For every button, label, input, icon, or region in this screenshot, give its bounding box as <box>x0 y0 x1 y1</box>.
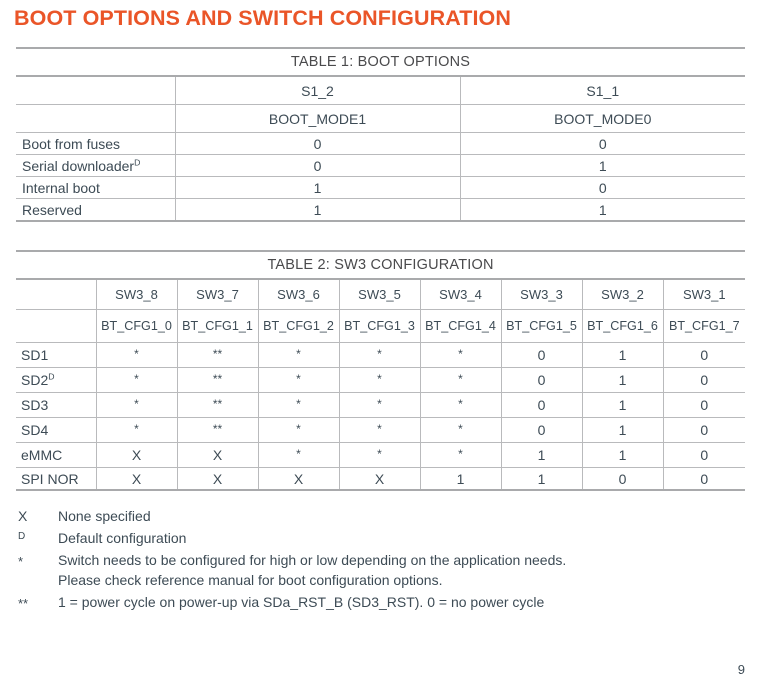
page-title: BOOT OPTIONS AND SWITCH CONFIGURATION <box>14 6 511 30</box>
table2-signal-header: BT_CFG1_7 <box>663 310 745 343</box>
table1-signal-header-row <box>16 105 745 133</box>
table1-caption-row <box>16 48 745 76</box>
table1-row-label-text: Serial downloader <box>22 157 135 174</box>
table1-cell: 0 <box>460 177 745 199</box>
footnote-line-1: None specified <box>58 508 151 524</box>
table2-signal-header-row <box>16 310 745 343</box>
table1-cell: 1 <box>460 155 745 177</box>
table2-cell: * <box>339 343 420 368</box>
footnote-text <box>58 550 566 590</box>
table2-cell: 1 <box>582 393 663 418</box>
table2-cell: * <box>96 368 177 393</box>
table2-row-label-sup: D <box>48 371 55 382</box>
table2-cell: * <box>339 393 420 418</box>
table1-corner-cell <box>16 76 175 105</box>
table1-switch-header: S1_1 <box>460 76 745 105</box>
table2-cell: 1 <box>582 343 663 368</box>
sw3-configuration-table <box>16 250 745 491</box>
table2-cell: * <box>96 343 177 368</box>
table-row <box>16 443 745 468</box>
table1-row-label-text: Reserved <box>22 201 82 218</box>
footnote-line-2: Please check reference manual for boot configuration options. <box>58 572 443 588</box>
table2-cell: * <box>420 368 501 393</box>
table2-switch-header: SW3_7 <box>177 279 258 310</box>
footnotes-legend <box>18 506 748 618</box>
table2-cell: 0 <box>501 418 582 443</box>
table-row <box>16 418 745 443</box>
table1-caption: TABLE 1: BOOT OPTIONS <box>16 48 745 76</box>
table1-cell: 1 <box>460 199 745 222</box>
footnote-text <box>58 528 186 548</box>
page-number: 9 <box>737 662 745 677</box>
table2-cell: * <box>258 443 339 468</box>
table2-cell: X <box>177 468 258 491</box>
table2-cell: X <box>177 443 258 468</box>
table2-cell: 0 <box>663 443 745 468</box>
table2-cell: 0 <box>663 393 745 418</box>
table1-row-label-text: Internal boot <box>22 179 100 196</box>
table2-cell: * <box>258 393 339 418</box>
table2-cell: * <box>339 368 420 393</box>
table1-row-label-sup: D <box>134 156 141 167</box>
table2-cell: * <box>96 418 177 443</box>
table1-corner-cell-2 <box>16 105 175 133</box>
table1-row-label <box>16 177 175 199</box>
table2-cell: * <box>420 393 501 418</box>
table2-cell: 0 <box>501 393 582 418</box>
table2-signal-header: BT_CFG1_2 <box>258 310 339 343</box>
footnote-line-1: Default configuration <box>58 530 187 546</box>
table2-cell: * <box>258 343 339 368</box>
table2-switch-header: SW3_4 <box>420 279 501 310</box>
table2-row-label <box>16 418 96 443</box>
table1-row-label <box>16 133 175 155</box>
table2-switch-header: SW3_5 <box>339 279 420 310</box>
table2-row-label-text: SD3 <box>21 397 49 413</box>
footnote-line-1: Switch needs to be configured for high or low depending on the application needs. <box>58 552 567 568</box>
footnote-marker: ** <box>18 596 29 611</box>
table2-corner-cell-2 <box>16 310 96 343</box>
table2-row-label <box>16 368 96 393</box>
footnote-item <box>18 592 748 616</box>
table2-signal-header: BT_CFG1_1 <box>177 310 258 343</box>
table2-cell: X <box>258 468 339 491</box>
table2-cell: * <box>339 418 420 443</box>
table2-corner-cell <box>16 279 96 310</box>
footnote-item <box>18 528 748 548</box>
table2-row-label-text: SD1 <box>21 347 49 363</box>
table2-cell: 1 <box>420 468 501 491</box>
footnote-marker: X <box>18 508 28 524</box>
table2-cell: * <box>258 418 339 443</box>
table1-cell: 0 <box>460 133 745 155</box>
table2-cell: 0 <box>663 468 745 491</box>
footnote-marker: D <box>18 531 26 542</box>
table2-row-label <box>16 443 96 468</box>
table2-row-label-text: SD2 <box>21 372 49 388</box>
table2-cell: 1 <box>582 368 663 393</box>
table2-row-label-text: SD4 <box>21 422 49 438</box>
table2-cell: 0 <box>663 368 745 393</box>
footnote-item <box>18 506 748 526</box>
table2-switch-header: SW3_8 <box>96 279 177 310</box>
table1-cell: 1 <box>175 177 460 199</box>
footnote-text <box>58 506 151 526</box>
table1-row-label <box>16 155 175 177</box>
table2-switch-header: SW3_1 <box>663 279 745 310</box>
table2-cell: 0 <box>501 368 582 393</box>
footnote-marker: * <box>18 554 24 569</box>
table2-cell: 1 <box>501 468 582 491</box>
table2-cell: 0 <box>582 468 663 491</box>
table1-switch-header-row <box>16 76 745 105</box>
table2-row-label <box>16 393 96 418</box>
table2-cell: * <box>420 418 501 443</box>
table1-cell: 0 <box>175 133 460 155</box>
table1-cell: 1 <box>175 199 460 222</box>
table2-cell: X <box>96 468 177 491</box>
table1-signal-header: BOOT_MODE1 <box>175 105 460 133</box>
footnote-text <box>58 592 544 612</box>
table2-cell: ** <box>177 343 258 368</box>
table2-row-label <box>16 468 96 491</box>
boot-options-table <box>16 47 745 222</box>
table2-cell: 0 <box>663 343 745 368</box>
table2-cell: 1 <box>501 443 582 468</box>
table1-row-label-text: Boot from fuses <box>22 135 121 152</box>
table2-cell: * <box>96 393 177 418</box>
footnote-item <box>18 550 748 590</box>
table2-cell: 0 <box>501 343 582 368</box>
table2-cell: X <box>339 468 420 491</box>
table2-signal-header: BT_CFG1_4 <box>420 310 501 343</box>
table-row <box>16 199 745 222</box>
table2-cell: 1 <box>582 418 663 443</box>
table1-row-label <box>16 199 175 222</box>
table2-cell: ** <box>177 368 258 393</box>
table2-cell: 1 <box>582 443 663 468</box>
table1-signal-header: BOOT_MODE0 <box>460 105 745 133</box>
table2-switch-header: SW3_6 <box>258 279 339 310</box>
table2-cell: ** <box>177 418 258 443</box>
table-row <box>16 155 745 177</box>
table2-cell: * <box>339 443 420 468</box>
table2-cell: * <box>420 343 501 368</box>
table-row <box>16 133 745 155</box>
table2-row-label <box>16 343 96 368</box>
table2-signal-header: BT_CFG1_0 <box>96 310 177 343</box>
table2-cell: ** <box>177 393 258 418</box>
table-row <box>16 468 745 491</box>
table2-cell: * <box>258 368 339 393</box>
footnote-line-1: 1 = power cycle on power-up via SDa_RST_B (SD3_RST). 0 = no power cycle <box>58 594 545 610</box>
table-row <box>16 343 745 368</box>
table1-switch-header: S1_2 <box>175 76 460 105</box>
table2-caption-row <box>16 251 745 279</box>
table-row <box>16 368 745 393</box>
table2-switch-header: SW3_2 <box>582 279 663 310</box>
table2-cell: 0 <box>663 418 745 443</box>
table2-caption: TABLE 2: SW3 CONFIGURATION <box>16 251 745 279</box>
table2-cell: * <box>420 443 501 468</box>
table2-row-label-text: SPI NOR <box>21 470 79 487</box>
table2-switch-header: SW3_3 <box>501 279 582 310</box>
table1-cell: 0 <box>175 155 460 177</box>
table2-row-label-text: eMMC <box>21 447 63 463</box>
table2-signal-header: BT_CFG1_6 <box>582 310 663 343</box>
table2-signal-header: BT_CFG1_3 <box>339 310 420 343</box>
table2-signal-header: BT_CFG1_5 <box>501 310 582 343</box>
table2-cell: X <box>96 443 177 468</box>
table-row <box>16 177 745 199</box>
table2-switch-header-row <box>16 279 745 310</box>
table-row <box>16 393 745 418</box>
